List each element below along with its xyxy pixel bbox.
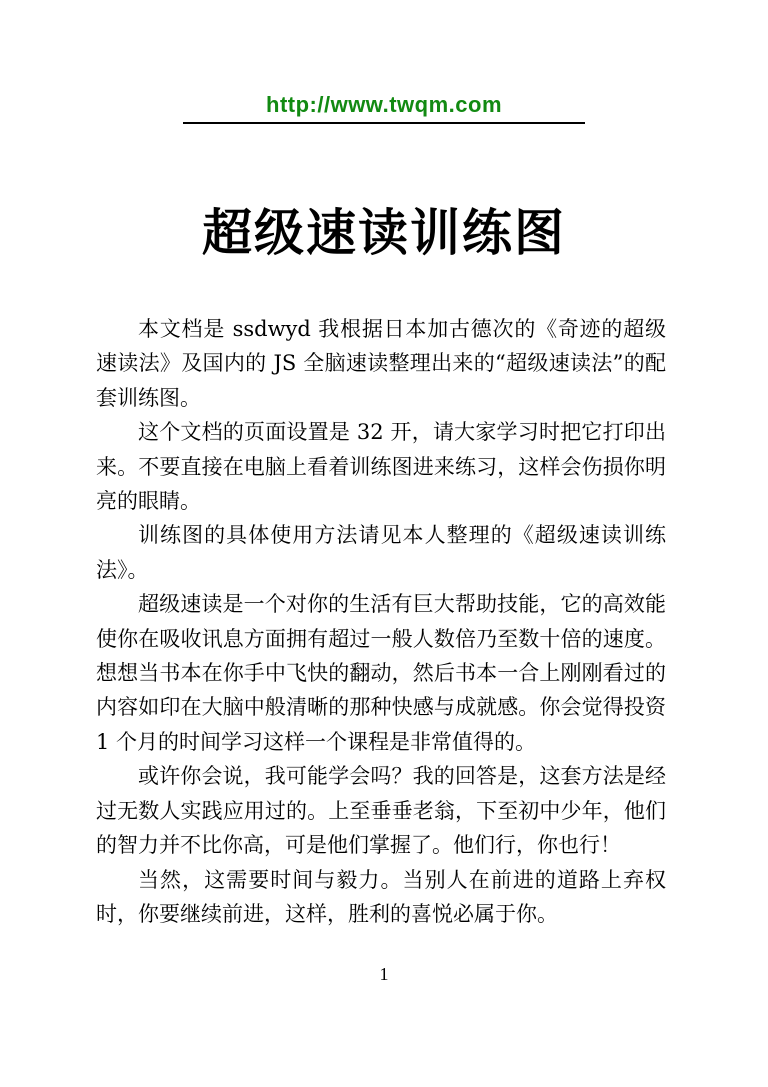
paragraph-intro: 本文档是 ssdwyd 我根据日本加古德次的《奇迹的超级速读法》及国内的 JS 全脑速读整理出来的“超级速读法”的配套训练图。	[96, 317, 666, 410]
paragraph-usage: 训练图的具体使用方法请见本人整理的《超级速读训练法》。	[96, 523, 666, 582]
page-number: 1	[379, 964, 389, 984]
header-rule	[183, 122, 585, 124]
paragraph-can-learn: 或许你会说，我可能学会吗？我的回答是，这套方法是经过无数人实践应用过的。上至垂垂老翁，下至初中少年，他们的智力并不比你高，可是他们掌握了。他们行，你也行！	[96, 764, 666, 858]
paragraph-page-setup: 这个文档的页面设置是 32 开，请大家学习时把它打印出来。不要直接在电脑上看着训练图进来练习，这样会伤损你明亮的眼睛。	[96, 420, 666, 514]
paragraph-benefits: 超级速读是一个对你的生活有巨大帮助技能，它的高效能使你在吸收讯息方面拥有超过一般人数倍乃至数十倍的速度。想想当书本在你手中飞快的翻动，然后书本一合上刚刚看过的内容如印在大脑中般清晰的那种快感与成就感。你会觉得投资 1 个月的时间学习这样一个课程是非常值得的。	[96, 592, 666, 754]
document-body	[96, 312, 666, 931]
header-url-link[interactable]: http://www.twqm.com	[266, 92, 502, 117]
document-title: 超级速读训练图	[202, 203, 566, 262]
paragraph-perseverance: 当然，这需要时间与毅力。当别人在前进的道路上弃权时，你要继续前进，这样，胜利的喜悦必属于你。	[96, 867, 666, 926]
